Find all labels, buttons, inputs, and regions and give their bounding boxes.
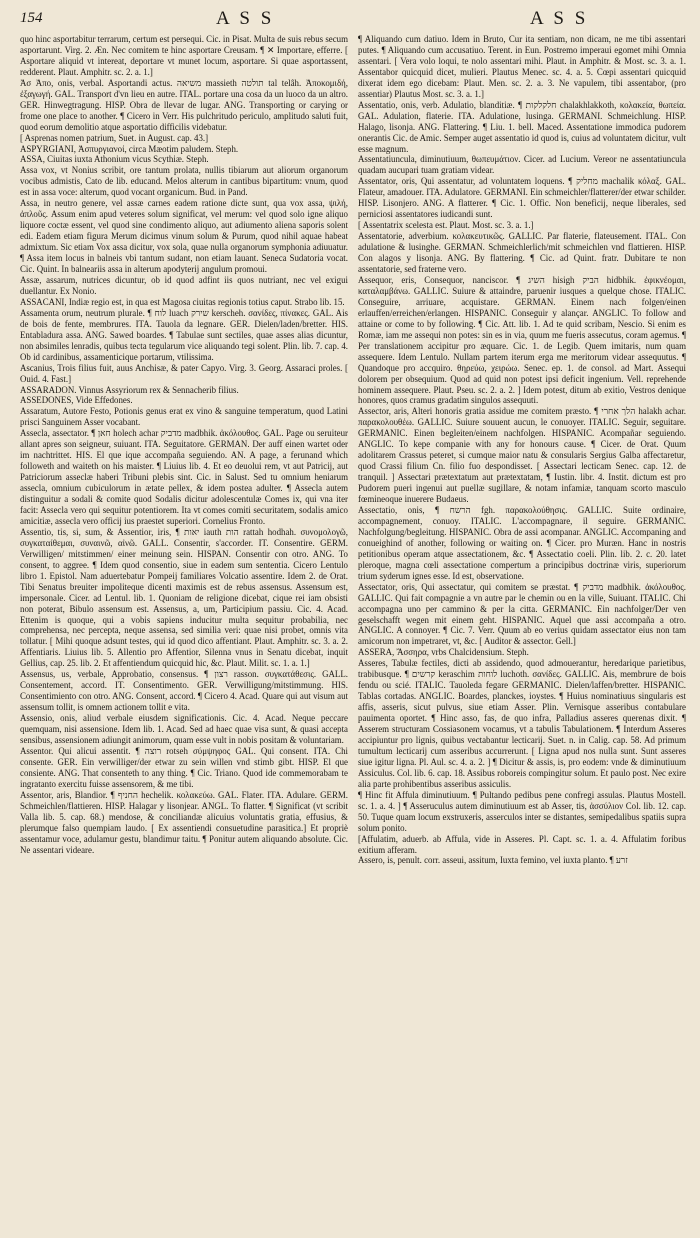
dictionary-entry: Assectatio, onis, ¶ הרשח fgh. παρακολούθησις. GALLIC. Suite ordinaire, accompagnement, conuoy. ITALIC. L'accompagnare, il seguire. GERMANIC. Nachfolgung/begleitung. HISPANIC. Obra de assi acompanar. ANGLIC. Accompaning and conueighind of another, following or waiting on. ¶ Cicer. pro Muræn. Hanc in nostris petitionibus operam atque assectationem, &c. ¶ Assectatio coeli. Plin. lib. 2. c. 20. latet pleroque, magna cœli assectatione compertum a principibus doctrinæ viris, superiorum trium syderum ignes esse. Id est, observatione.: [358, 504, 686, 581]
dictionary-entry: Ascanius, Trois filius fuit, auus Anchisæ, & pater Capyo. Virg. 3. Georg. Assaraci proles. [ Ouid. 4. Fast.]: [20, 362, 348, 384]
dictionary-entry: Assector, aris, Alteri honoris gratia assidue me comitem præsto. ¶ הלך אחרי halakh achar. παρακολουθέω. GALLIC. Suiure souuent aucun, le conuoyer. ITALIC. Seguir, seguitare. GERMANIC. Einen begleiten/einem nachfolgen. HISPANIC. Acompañar seguiendo. ANGLIC. To kepe companie with any for honours cause. ¶ Cicer. de Orat. Quum adolitarem Crassus peteret, si cumque maior natu & consularis Sergius Galba affectaretur, quod Crassi filium Cn. filio fuo despondisset. [ Assectari lecticam Senec. cap. 12. de tranquil. ] Assectari prætextatum aut prætextatam, ¶ Iustin. libr. 4. Instit. dictum est pro Pudorem pueri ingenui aut puellæ sugillare, & notam infamiæ, tanquam scorto masculo fœmineoque inuerere Budaeus.: [358, 406, 686, 505]
dictionary-entry: Assamenta orum, neutrum plurale. ¶ לוח luach שירק kerscheh. σανίδες, πίνακες. GAL. Ais de bois de fente, membrures. ITA. Tauola da legnare. GER. Dielen/laden/bretter. HIS. Entabladura assa. ANG. Sawed boardes. ¶ Tabulae sunt sectiles, quae asses alias dicuntur, non absimiles lenradis, quibus tecta tegularum vice aliquando tegi solent. Plin. lib. 7. cap. 4. Ob id cardinibus, assamenticique portarum, vtilissima.: [20, 307, 348, 362]
dictionary-entry: ¶ Aliquando cum datiuo. Idem in Bruto, Cur ita sentiam, non dicam, ne me tibi assentari putes. ¶ Aliquando cum accusatiuo. Terent. in Eun. Postremo imperaui egomet mihi Omnia assentari. [ Vera volo loqui, te nolo assentari mihi. Plaut. in Amphitr. & Most. sc. 3. a. 1. Assentabor quicquid dicet, mulieri. Plautus Menec. sc. 4. a. 5. Cœpi assentari quicquid dixerat idem ego dicebam: Plaut. Men. sc. 2. a. 3. Ne vapulem, tibi assentabor, (pro assentiar) Plautus Most. sc. 3. a. 1.]: [358, 34, 686, 99]
dictionary-entry: Assentor, aris, Blandior. ¶ החניף hechelik. κολακεύω. GAL. Flater. ITA. Adulare. GERM. Schmeichlen/flattieren. HISP. Halagar y lisonjear. ANGL. To flatter. ¶ Significat (vt scribit Valla lib. 5. cap. 68.) mendose, & conciliandæ alicuius voluntatis gratia, effusius, & plerumque falso quempiam laudo. [ Ex assentiendi consuetudine parasitica.] Et propriè assentamur voce, adulamur gestu, blandimur taitu. ¶ Ponitur autem aliquando absolute. Cic. Ne assentari videare.: [20, 789, 348, 855]
dictionary-entry: Assentatiuncula, diminutiuum, θωπευμάτιον. Cicer. ad Lucium. Vereor ne assentatiuncula quadam aucupari tuam gratiam videar.: [358, 154, 686, 176]
dictionary-entry: Assequor, eris, Consequor, nanciscor. ¶ השיג hisigh הביק hidbhik. ἐφικνέομαι, καταλαμβάνω. GALLIC. Suiure & attaindre, paruenir iusques a quelque chose. ITALIC. Conseguire, arriuare, acquistare. GERMAN. Einem nach folgen/einen erlauffen/erreichen/erlangen. HISPANIC. Conseguir y alançar. ANGLIC. To follow and attaine or come to by following. ¶ Cic. Att. lib. 1. Ad te quid scribam, Nescio. Si enim es Romæ, iam me assequi non potes: sin es in via, quum me fueris assecutus, coram agemus. ¶ Per translationem accipitur pro æquare. Cic. 1. de Legib. Quem imitaris, num quam assequere. Idem Lentulo. Nullam partem iterum erga me meritorum videar assequutus. ¶ Quandoque pro accquiro. θηρεύω, χειρώω. Senec. ep. 1. de consol. ad Mart. Assequi dolorem per obsequium. Quod ad quid non potest ipsi deficit ingenium. Vell. reprehende hominem assequere. Plaut. Pseu. sc. 2. a. 2. ] Idem potest, ditum ab exitio, Vestros denique honores, quos cramus gradatim singulos assequuti.: [358, 274, 686, 406]
dictionary-entry: ASSARADON. Vinnus Assyriorum rex & Sennacherib filius.: [20, 384, 239, 395]
running-head-left: A S S: [216, 8, 275, 29]
dictionary-entry: Assectator, oris, Qui assectatur, qui comitem se præstat. ¶ מדביק madbhik. ἀκόλουθος. GALLIC. Qui fait compagnie a vn autre par le chemin ou en la ville, Suiuant. ITALIC. Chi accompagna uno per cammino & per la citta. GERMANIC. Ein nachfolger/Der ven geselschafft wegen mit einem geht. HISPANIC. Aquel que assi accompaña a otro. ANGLIC. A connoyer. ¶ Cic. 7. Verr. Quum ab eo verius quidam assectator eius non tam amicorum non impetraret, vt, &c. [ Auditor & assector. Gell.]: [358, 581, 686, 647]
dictionary-entry: ASPYRGIANI, Ἀσπυργιανοί, circa Mæotim paludem. Steph.: [20, 143, 239, 154]
dictionary-entry: [ Asprenas nomen patrium, Suet. in August. cap. 43.]: [20, 132, 209, 143]
dictionary-entry: ASSA, Ciuitas iuxta Athonium vicus Scythiæ. Steph.: [20, 154, 209, 165]
page-number: 154: [20, 10, 43, 26]
dictionary-entry: Assentio, tis, si, sum, & Assentior, iris, ¶ יאות iauth הות rattah hodhah. συνομολογῶ, συγκαταίθεμαι, συναινῶ, αἰνῶ. GALL. Consentir, s'accorder. IT. Consentire. GERM. Verwilligen/ mitstimmen/ einer meinung sein. HISPAN. Consentir con otro. ANG. To consent, to aggree. ¶ Idem quod consentio, siue in eadem sum sententia. Cicero Lentulo libro 1. Epistol. Nam aduertebatur Pompeij familiares Volcatio assentire. Idem 2. de Orat. Tibi Senatus breuiter impoliteque dicenti maximis est de rebus assensus. Assensum est, impersonale. Cicer. ad Lentul. lib. 1. Quoniam de religione dicebat, cique rei iam obsisti non poterat, Bibulo assensum est. Assensus, a, um, Participium passiu. Cic. 4. Acad. Ettenim is quoque, qui a vobis sapiens inducitur multa sequitur probabilia, nec comprehensa, nec percepta, neque assensa, sed similia veri: quae nisi probet, omnis vita tollatur. [ Mihi quoque adsunt testes, qui id quod dico affentiant. Plaut. Amphitr. sc. 3. a. 2. Affentiaris. Liuius lib. 5. Allentio pro Affentior, Silenna vnus in Senatu dicebat, inquit Gellius, cap. 25. lib. 2. Et affentiendum quicquid hic, &c. Plaut. Milit. sc. 1. a. 1.]: [20, 526, 348, 669]
dictionary-entry: Assa, in neutro genere, vel assæ carnes eadem ratione dicte sunt, qua vox assa, ψιλή, ἀπλοῦς. Assum enim apud veteres solum significat, vel merum: vel quod solo igne aliquo liquore coctæ essent, vel quod sine condimento aliquo, aut adiumento aliena saporis solent edi. Eadem etiam figura Merum dicimus vinum solum & Purum, quod nihil aquae habeat admixtum. Sic etiam Vox assa dicitur, vox sola, quae nulla organorum symphonia adiuuatur. ¶ Assa item locus in balneis vbi tantum sudant, non etiam lauant. Seneca Sudatoria vocat. Cic. Quint. In balneariis assa in alterum apodyterij angulum promoui.: [20, 198, 348, 275]
dictionary-entry: [ Assentatrix scelesta est. Plaut. Most. sc. 3. a. 1.]: [358, 220, 534, 231]
left-column: [20, 34, 348, 1234]
dictionary-entry: ASSACANI, Indiæ regio est, in qua est Magosa ciuitas regionis totius caput. Strabo lib. 15.: [20, 296, 345, 307]
dictionary-entry: ¶ Hinc fit Affula diminutiuum. ¶ Pultando pedibus pene confregi assulas. Plautus Mostell. sc. 1. a. 4. ] ¶ Asseruculus autem diminutiuum est ab Asser, tis, ἀσσύλιον Col. lib. 12. cap. 50. Tuque quam locum exstruxeris, asserculos inter se distantes, semipedalibus spatiis supra solum ponito.: [358, 789, 686, 833]
dictionary-entry: Ἀσ Ἀπο, onis, verbal. Asportandi actus. משיאה massieth תולטה tal telâh. Ἀποκομιδή, ἐξαγωγή. GAL. Transport d'vn lieu en autre. ITAL. portare una cosa da un luoco da un altro. GER. Hinwegtragung. HISP. Obra de llevar de lugar. ANG. Transporting or carying or frome one place to another. ¶ Cicero in Verr. His pulchritudo periculo, amplitudo saluti fuit, quod eorum demolitio atque asportatio difficilis videbatur.: [20, 77, 348, 132]
dictionary-entry: [Affulatim, aduerb. ab Affula, vide in Asseres. Pl. Capt. sc. 1. a. 4. Affulatim foribus exitium afferam.: [358, 833, 686, 855]
dictionary-entry: Assentatio, onis, verb. Adulatio, blanditiæ. ¶ חלקלקות chalakhlakkoth, κολακεία, θωπεία. GAL. Adulation, flaterie. ITA. Adulatione, lusinga. GERMANI. Schmeichlung. HISP. Halago, lisonja. ANG. Flattering. ¶ Liu. 1. bell. Maced. Assentatione immodica pudorem onerantis Cic. de Amic. Semper auget assentatio id quod is, cuius ad voluntatem dicitur, vult esse magnum.: [358, 99, 686, 154]
dictionary-entry: ASSERA, Ἄσσηρα, vrbs Chalcidensium. Steph.: [358, 647, 529, 658]
dictionary-entry: Assa vox, vt Nonius scribit, ore tantum prolata, nullis tibiarum aut aliorum organorum vocibus admistis, Cato de lib. educand. Melos alterum in cantibus bipartitum: vnum, quod est in assa voce: alterum, quod vocant organicum. Bud. in Pand.: [20, 165, 348, 198]
running-header: [20, 8, 686, 34]
dictionary-entry: Assentatorie, adverbium. κολακευτικῶς. GALLIC. Par flaterie, flateusement. ITAL. Con adulatione & lusinghe. GERMAN. Schmeichlerlich/mit schmeichlen vnd flattieren. HISP. Con alagos y lisonja. ANG. By flattering. ¶ Cic. ad Quint. fratr. Dubitare te non assentatorie, sed fraterne vero.: [358, 231, 686, 275]
dictionary-entry: Assentator, oris, Qui assentatur, ad voluntatem loquens. ¶ מחליק machalik κόλαξ. GAL. Flateur, amadouer. ITA. Adulatore. GERMANI. Ein schmeichler/flatterer/der etwar schilder. HISP. Lisonjero. ANG. A flatterer. ¶ Cic. 1. Offic. Non beneficij, neque liberales, sed perniciosi assentatores iudicandi sunt.: [358, 176, 686, 220]
dictionary-entry: quo hinc asportabitur terrarum, certum est persequi. Cic. in Pisat. Multa de suis rebus secum asportarunt. Virg. 2. Æn. Nec comitem te hinc asportare Creusam. ¶ ✕ Importare, efferre. [ Asportare aliquid vt intereat, deportare vt munet locum, asportare. Si quae asportassent, redderent. Plaut. Amphitr. sc. 2. a. 1.]: [20, 34, 348, 77]
running-head-right: A S S: [530, 8, 589, 29]
dictionary-entry: ASSEDONES, Vide Effedones.: [20, 395, 133, 406]
text-columns: [20, 34, 686, 1234]
dictionary-entry: Assæ, assarum, nutrices dicuntur, ob id quod adfint iis quos nutriant, nec vel exigui duellantur. Ex Nonio.: [20, 274, 348, 296]
dictionary-entry: Assero, is, penult. corr. asseui, assitum, Iuxta femino, vel iuxta planto. ¶ זרע: [358, 855, 628, 866]
dictionary-entry: Assecla, assectator. ¶ חאן holech achar מדביק madbhik. ἀκόλουθος. GAL. Page ou seruiteur allant apres son seigneur, suiuant. ITA. Seguitatore. GERMAN. Der auff einen wartet oder im nachtrittet. HIS. El que ique accompaña seguiendo. AN. A page, a ferunand which followeth and waiteth on his maister. ¶ Liuius lib. 4. Et eo deuolui rem, vt aut Patricij, aut Patriciorum asseclæ haberi Tribuni plebis sint. Cic. in Salust. Sed tu omnium heniarum assecla, omnium cubiculorum in ætate pellex, & idem postea adulter. ¶ Assecla autem distinguitur a sodali & comite quod Sodalis dicitur adolescentulæ Comes ix, qui vna iter facit: Assecla vero qui sequitur potentiorem. Ita vt comes comiti securitatem, sodalis amico amicitiæ, assecla vero officij ius praestet superiori. Cornelius Fronto.: [20, 428, 348, 526]
dictionary-entry: Assaratum, Autore Festo, Potionis genus erat ex vino & sanguine temperatum, quod Latini prisci Sanguinem Asser vocabant.: [20, 406, 348, 428]
dictionary-entry: Assentor. Qui alicui assentit. ¶ רוצה rotseh σύμψηφος GAL. Qui consent. ITA. Chi consente. GER. Ein verwilliger/der etwar zu sein willen vnd stimb gibt. HISP. El que consiente. ANG. That consenteth to any thing. ¶ Cic. Triano. Quod ide commemorabam te ingratanto exercitu fuisse assensorem, & me tibi.: [20, 745, 348, 789]
right-column: [358, 34, 686, 1234]
dictionary-entry: Asseres, Tabulæ fectiles, dicti ab assidendo, quod admouerantur, heredarique parietibus, trabibusque. ¶ קרשים keraschim לוחות luchoth. σανίδες. GALLIC. Ais, membrure de bois fendu ou scié. ITALIC. Tauoleda fegare GERMANIC. Dielen/laffen/bretter. HISPANIC. Tablas cortadas. ANGLIC. Boardes, planckes, ioystes. ¶ Huius nominatiuus singularis est affis, asseris, sicut pulvus, siue etiam Asser. Plin. Vernisque asseribus contabulare pauimenta oportet. ¶ Hinc asso, fas, de quo infra, Palladius asseres querenas dixit. ¶ Asserem structuram Cossiasonem vocamus, vt a tabulis Tabulationem. ¶ Interdum Asseres accipiuntur pro lignis, quibus vectabantur lecticarij. Suet. n. in Calig. cap. 58. Ad primum tumultum lecticarij cum asseribus accurrerunt. [ Ligna apud nos nulla sunt. Sunt asseres siue igitur ligna. Pl. Aul. sc. 4. a. 2. ] ¶ Dicitur & assis, is, pro eodem: vnde & diminutiuum Assiculus. Col. lib. 6. cap. 18. Assibus roboreis compingitur solum. Et paulo post. Nec exire alia parte prohibentibus asseribus assiculis.: [358, 658, 686, 789]
dictionary-entry: Assensio, onis, aliud verbale eiusdem significationis. Cic. 4. Acad. Neque peccare quemquam, nisi assensione. Idem lib. 1. Acad. Sed ad haec quae visa sunt, & quasi accepta sensibus, assensionem adiungit animorum, quam esse vult in nobis positam & voluntariam.: [20, 713, 348, 745]
dictionary-entry: Assensus, us, verbale, Approbatio, consensus. ¶ רצון rasson. συγκατάθεσις. GALL. Consentement, accord. IT. Consentimento. GER. Verwilligung/mitstimmung. HIS. Consentimiento con otro. ANG. Consent, accord. ¶ Cicero 4. Acad. Quare qui aut visum aut assensum tollit, is omnem actionem tollit e vita.: [20, 669, 348, 713]
